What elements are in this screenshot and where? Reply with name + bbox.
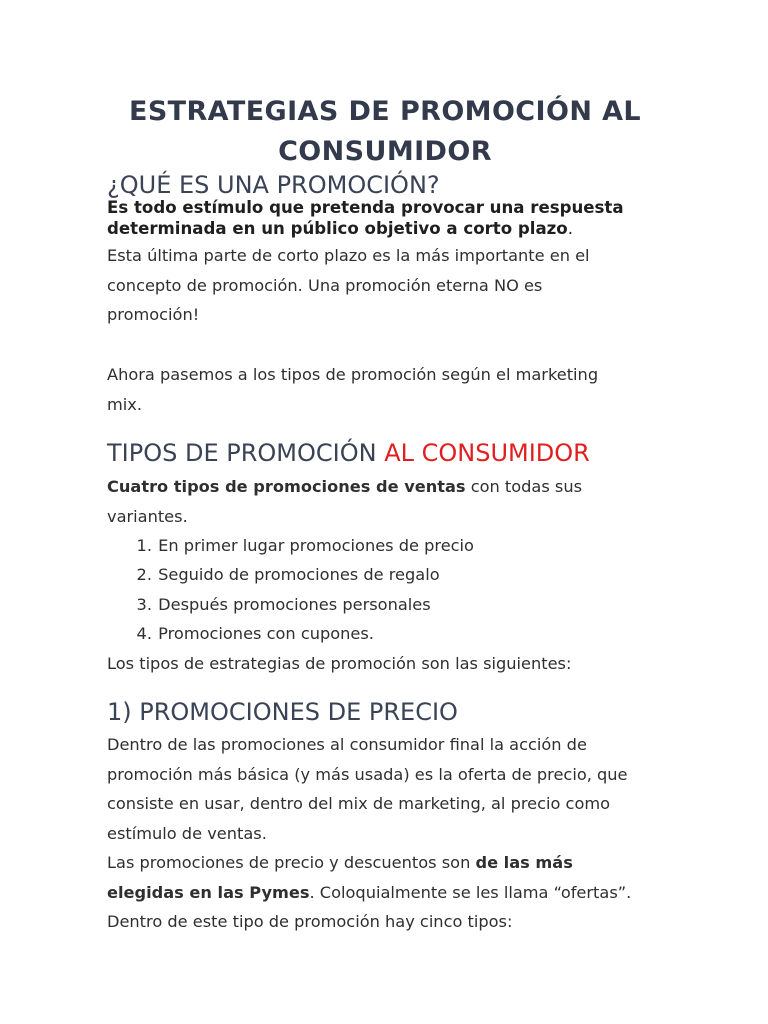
list-item-number: 3. [136, 594, 152, 614]
paragraph-corto-plazo [107, 241, 667, 330]
promotion-types-list [107, 531, 474, 648]
paragraph-tipos-estrategias: Los tipos de estrategias de promoción son las siguientes: [107, 654, 572, 673]
definition-line-2: determinada en un público objetivo a corto plazo [107, 219, 568, 238]
heading-que-es-promocion: ¿QUÉ ES UNA PROMOCIÓN? [107, 171, 440, 199]
paragraph-line: Dentro de las promociones al consumidor final la acción de [107, 735, 587, 754]
paragraph-line: promoción más básica (y más usada) es la oferta de precio, que [107, 764, 628, 784]
list-item [107, 560, 474, 589]
intro-line-2: variantes. [107, 506, 188, 526]
paragraph-line: Dentro de este tipo de promoción hay cinco tipos: [107, 912, 513, 931]
paragraph-marketing-mix [107, 360, 667, 419]
paragraph-line: concepto de promoción. Una promoción eterna NO es [107, 275, 543, 295]
heading-tipos-promocion [107, 438, 590, 468]
paragraph-oferta-precio [107, 730, 667, 937]
heading-part-1: TIPOS DE PROMOCIÓN [107, 439, 385, 467]
intro-rest: con todas sus [465, 477, 583, 496]
document-title [60, 92, 710, 172]
definition-period: . [567, 219, 573, 238]
list-item [107, 590, 474, 619]
list-item-text: Promociones con cupones. [158, 623, 374, 643]
list-item [107, 531, 474, 560]
bold-phrase: de las más [475, 853, 573, 872]
paragraph-cuatro-tipos [107, 472, 667, 531]
paragraph-line: consiste en usar, dentro del mix de marketing, al precio como [107, 794, 611, 813]
paragraph-line: promoción! [107, 305, 200, 324]
intro-bold: Cuatro tipos de promociones de ventas [107, 477, 466, 496]
list-item-text: Seguido de promociones de regalo [158, 565, 440, 585]
title-line-1: ESTRATEGIAS DE PROMOCIÓN AL [128, 96, 642, 127]
heading-part-2-highlight: AL CONSUMIDOR [384, 439, 590, 467]
list-item [107, 619, 474, 648]
paragraph-line: Esta última parte de corto plazo es la más importante en el [107, 246, 590, 265]
definition-lead [107, 197, 667, 239]
paragraph-line: Ahora pasemos a los tipos de promoción según el marketing [107, 365, 599, 384]
paragraph-line: . Coloquialmente se les llama “ofertas”. [309, 882, 632, 902]
list-item-number: 4. [136, 623, 152, 643]
paragraph-line: estímulo de ventas. [107, 823, 267, 843]
title-line-2: CONSUMIDOR [278, 136, 492, 167]
list-item-text: Después promociones personales [158, 594, 431, 614]
paragraph-line: mix. [107, 394, 142, 414]
list-item-number: 1. [136, 536, 152, 555]
bold-phrase: elegidas en las Pymes [107, 882, 310, 902]
paragraph-line: Las promociones de precio y descuentos son [107, 853, 476, 872]
list-item-text: En primer lugar promociones de precio [158, 536, 474, 555]
list-item-number: 2. [136, 565, 152, 585]
heading-promociones-precio: 1) PROMOCIONES DE PRECIO [107, 698, 458, 726]
definition-line-1: Es todo estímulo que pretenda provocar una respuesta [107, 198, 624, 217]
